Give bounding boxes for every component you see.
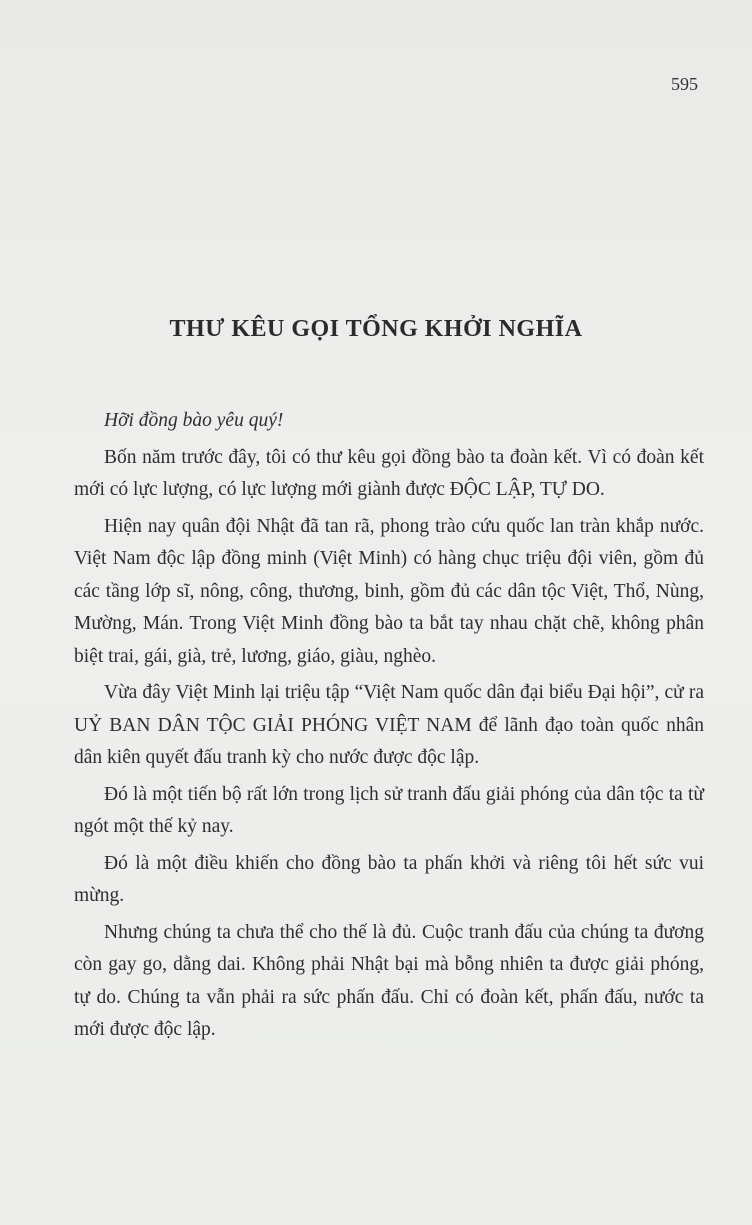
paragraph: Vừa đây Việt Minh lại triệu tập “Việt Nam quốc dân đại biểu Đại hội”, cử ra UỶ BAN DÂN TỘC GIẢI PHÓNG VIỆT NAM để lãnh đạo toàn quốc nhân dân kiên quyết đấu tranh kỳ cho nước được độc lập.: [74, 682, 704, 768]
body-text: [74, 405, 704, 1051]
paragraph: Đó là một điều khiến cho đồng bào ta phấn khởi và riêng tôi hết sức vui mừng.: [74, 852, 704, 906]
paragraph: Bốn năm trước đây, tôi có thư kêu gọi đồng bào ta đoàn kết. Vì có đoàn kết mới có lực lượng, có lực lượng mới giành được ĐỘC LẬP, TỰ DO.: [74, 446, 704, 500]
paragraph: Đó là một tiến bộ rất lớn trong lịch sử tranh đấu giải phóng của dân tộc ta từ ngót một thế kỷ nay.: [74, 783, 704, 837]
page-number: 595: [671, 74, 698, 94]
paragraph: Hiện nay quân đội Nhật đã tan rã, phong trào cứu quốc lan tràn khắp nước. Việt Nam độc lập đồng minh (Việt Minh) có hàng chục triệu đội viên, gồm đủ các tầng lớp sĩ, nông, công, thương, binh, gồm đủ các dân tộc Việt, Thổ, Nùng, Mường, Mán. Trong Việt Minh đồng bào ta bắt tay nhau chặt chẽ, không phân biệt trai, gái, già, trẻ, lương, giáo, giàu, nghèo.: [74, 515, 704, 667]
salutation: Hỡi đồng bào yêu quý!: [104, 410, 284, 431]
paragraph: Nhưng chúng ta chưa thể cho thế là đủ. Cuộc tranh đấu của chúng ta đương còn gay go, dằng dai. Không phải Nhật bại mà bỗng nhiên ta được giải phóng, tự do. Chúng ta vẫn phải ra sức phấn đấu. Chỉ có đoàn kết, phấn đấu, nước ta mới được độc lập.: [74, 921, 704, 1040]
page-title: THƯ KÊU GỌI TỔNG KHỞI NGHĨA: [169, 316, 583, 342]
